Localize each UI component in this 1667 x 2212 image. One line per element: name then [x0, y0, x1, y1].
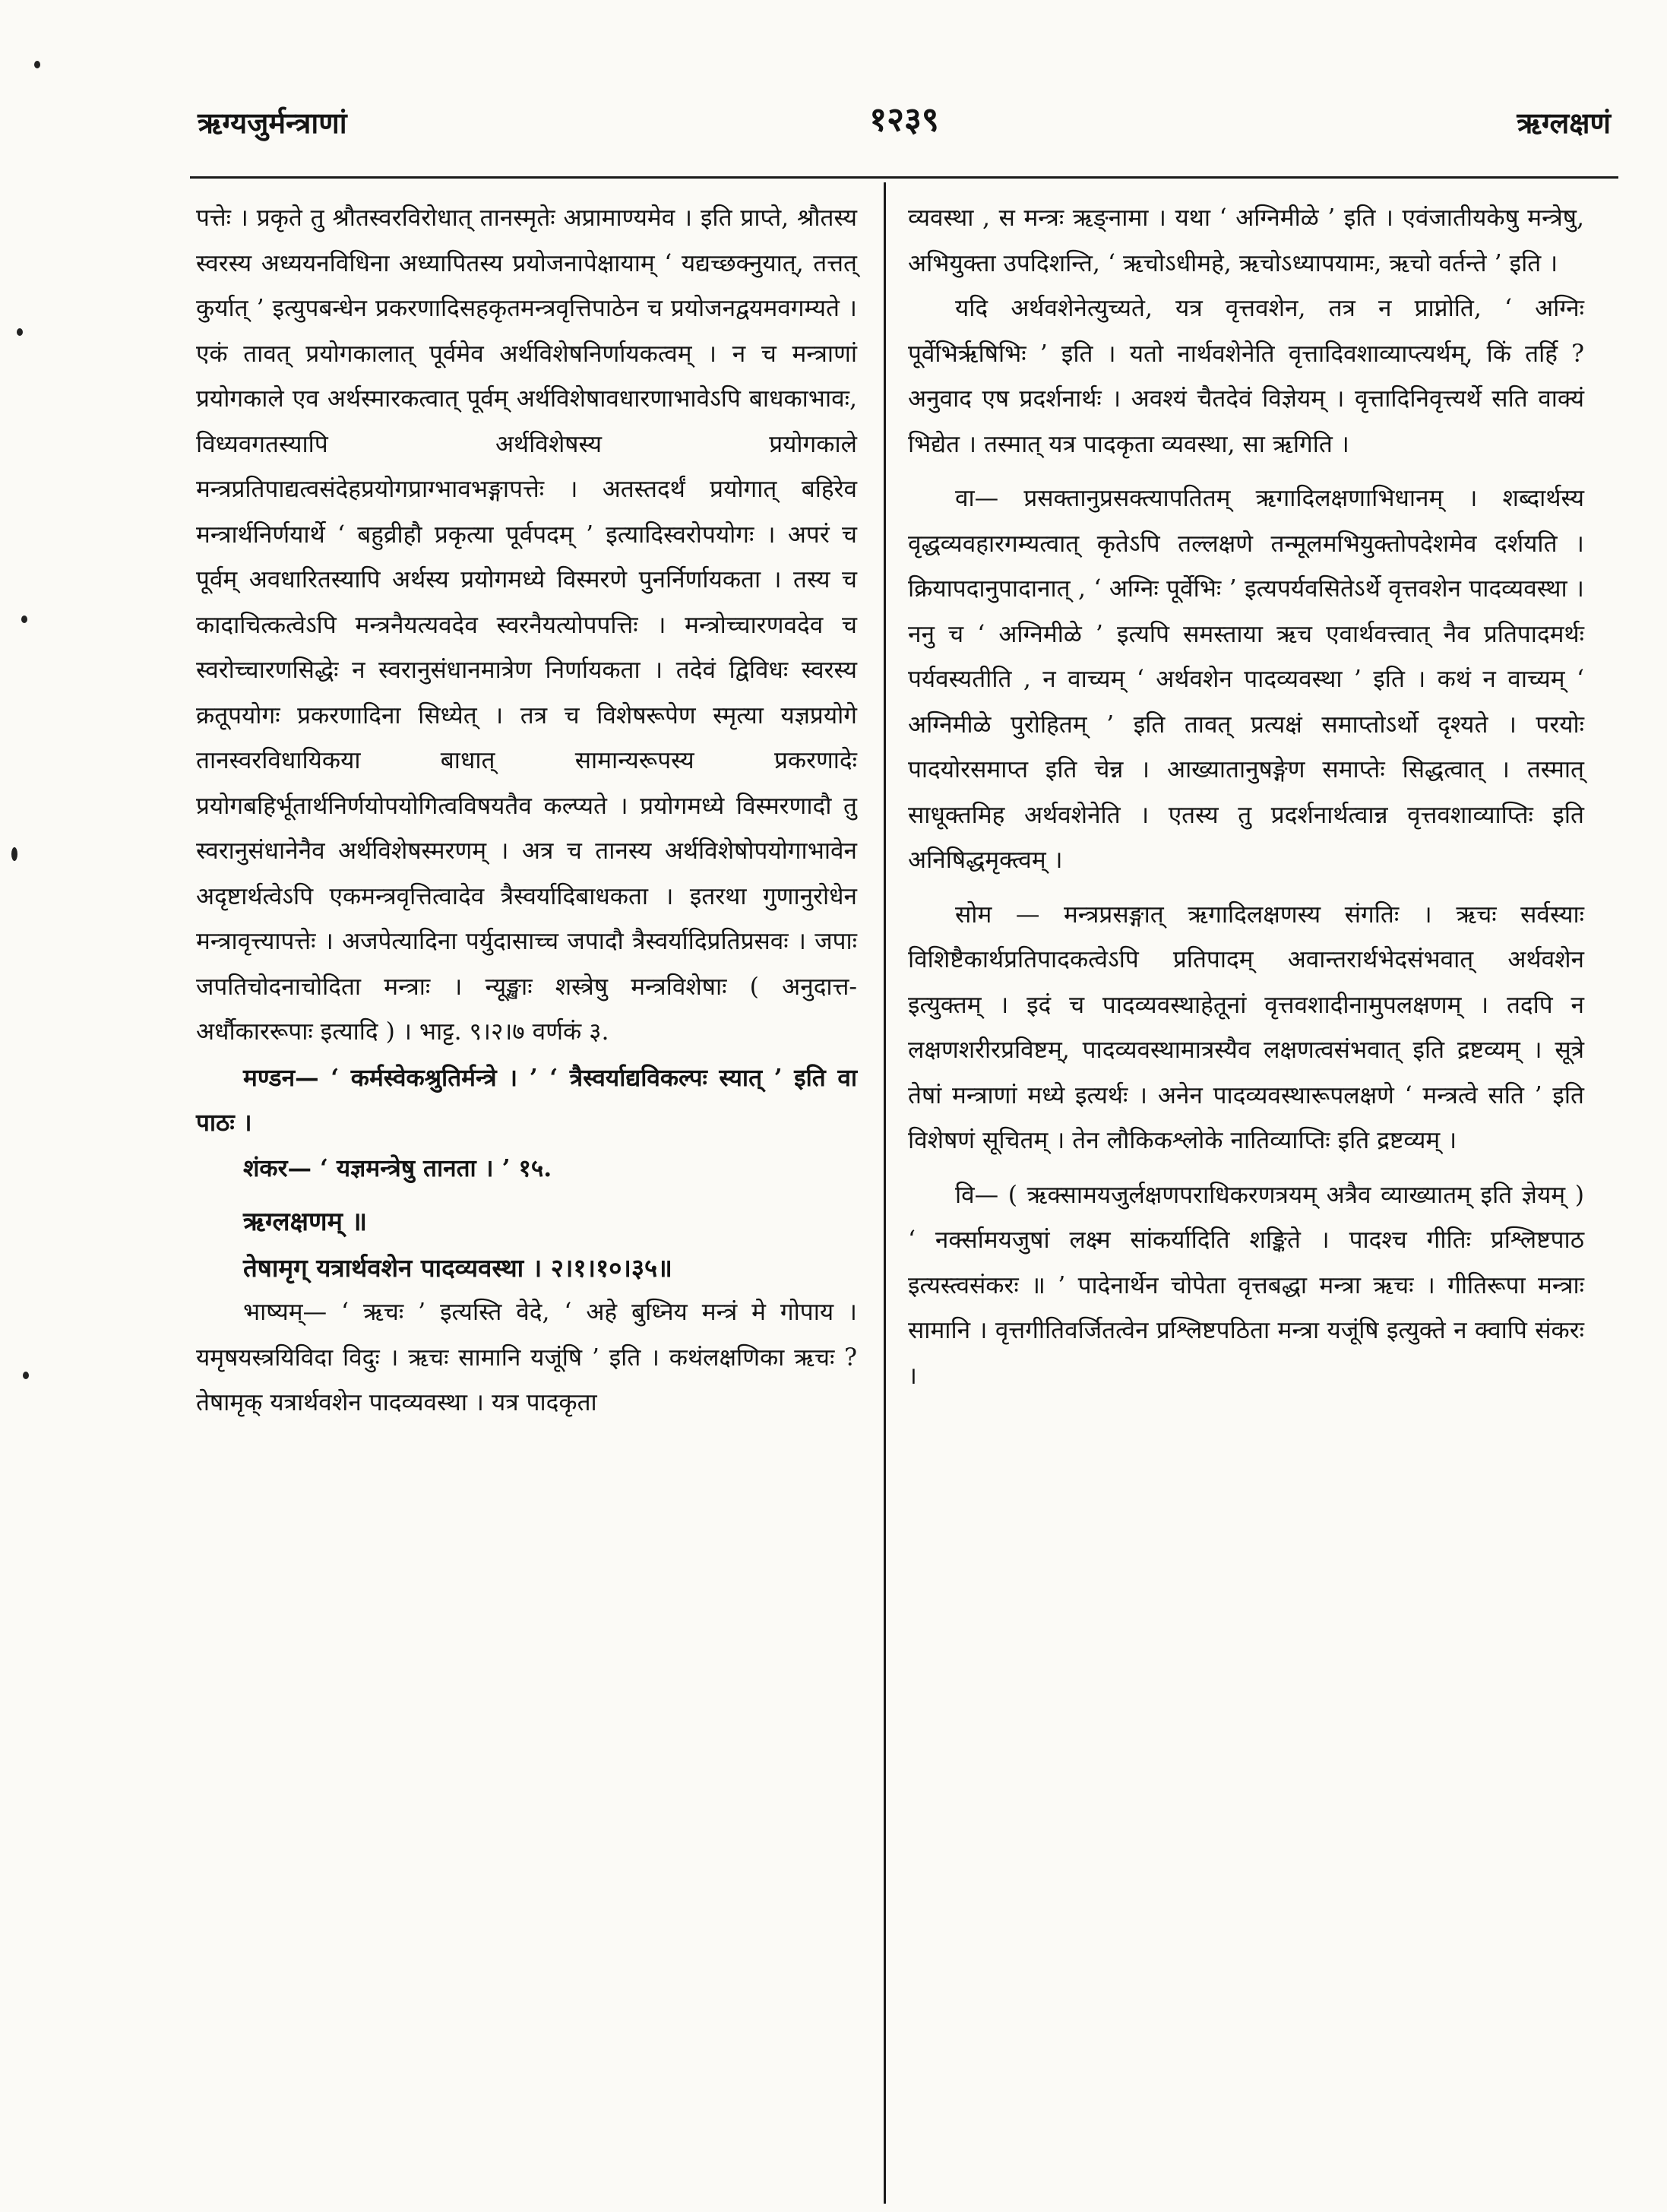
header-rule — [190, 176, 1618, 179]
commentary-paragraph: पत्तेः । प्रकृते तु श्रौतस्वरविरोधात् तानस्मृतेः अप्रामाण्यमेव । इति प्राप्ते, श्रौतस्य स्वरस्य अध्ययनविधिना अध्यापितस्य प्रयोजनापेक्षायाम् ‘ यद्यच्छक्नुयात्, तत्तत् कुर्यात् ’ इत्युपबन्धेन प्रकरणादिसहकृतमन्त्रवृत्तिपाठेन च प्रयोजनद्वयमवगम्यते । एकं तावत् प्रयोगकालात् पूर्वमेव अर्थविशेषनिर्णायकत्वम् । न च मन्त्राणां प्रयोगकाले एव अर्थस्मारकत्वात् पूर्वम् अर्थविशेषावधारणाभावेऽपि बाधकाभावः, विध्यवगतस्यापि अर्थविशेषस्य प्रयोगकाले मन्त्रप्रतिपाद्यत्वसंदेहप्रयोगप्राग्भावभङ्गापत्तेः । अतस्तदर्थं प्रयोगात् बहिरेव मन्त्रार्थनिर्णयार्थे ‘ बहुव्रीहौ प्रकृत्या पूर्वपदम् ’ इत्यादिस्वरोपयोगः । अपरं च पूर्वम् अवधारितस्यापि अर्थस्य प्रयोगमध्ये विस्मरणे पुनर्निर्णायकता । तस्य च कादाचित्कत्वेऽपि मन्त्रनैयत्यवदेव स्वरनैयत्योपपत्तिः । मन्त्रोच्चारणवदेव च स्वरोच्चारणसिद्धेः न स्वरानुसंधानमात्रेण निर्णायकता । तदेवं द्विविधः स्वरस्य क्रतूपयोगः प्रकरणादिना सिध्येत् । तत्र च विशेषरूपेण स्मृत्या यज्ञप्रयोगे तानस्वरविधायिकया बाधात् सामान्यरूपस्य प्रकरणादेः प्रयोगबहिर्भूतार्थनिर्णयोपयोगित्वविषयतैव कल्प्यते । प्रयोगमध्ये विस्मरणादौ तु स्वरानुसंधानेनैव अर्थविशेषस्मरणम् । अत्र च तानस्य अर्थविशेषोपयोगाभावेन अदृष्टार्थत्वेऽपि एकमन्त्रवृत्तित्वादेव त्रैस्वर्यादिबाधकता । इतरथा गुणानुरोधेन मन्त्रावृत्त्यापत्तेः । अजपेत्यादिना पर्युदासाच्च जपादौ त्रैस्वर्यादिप्रतिप्रसवः । जपाः जपतिचोदनाचोदिता मन्त्राः । न्यूङ्खाः शस्त्रेषु मन्त्रविशेषाः ( अनुदात्त-अर्धौकाररूपाः इत्यादि ) । भाट्ट. ९।२।७ वर्णकं ३. — [196, 204, 857, 1046]
mandana-note: मण्डन— ‘ कर्मस्वेकश्रुतिर्मन्त्रे । ’ ‘ त्रैस्वर्याद्यविकल्पः स्यात् ’ इति वा पाठः । — [196, 1063, 857, 1137]
margin-mark — [34, 61, 40, 68]
left-column — [196, 196, 857, 1426]
margin-mark — [23, 1372, 29, 1379]
shankara-note: शंकर— ‘ यज्ञमन्त्रेषु तानता । ’ १५. — [243, 1153, 552, 1182]
section-heading: ऋग्लक्षणम् ॥ — [243, 1207, 368, 1237]
va-commentary: वा— प्रसक्तानुप्रसक्त्यापतितम् ऋगादिलक्षणाभिधानम् । शब्दार्थस्य वृद्धव्यवहारगम्यत्वात् कृतेऽपि तल्लक्षणे तन्मूलमभियुक्तोपदेशमेव दर्शयति । क्रियापदानुपादानात् , ‘ अग्निः पूर्वेभिः ’ इत्यपर्यवसितेऽर्थे वृत्तवशेन पादव्यवस्था । ननु च ‘ अग्निमीळे ’ इत्यपि समस्ताया ऋच एवार्थवत्त्वात् नैव प्रतिपादमर्थः पर्यवस्यतीति , न वाच्यम् ‘ अर्थवशेन पादव्यवस्था ’ इति । कथं न वाच्यम् ‘ अग्निमीळे पुरोहितम् ’ इति तावत् प्रत्यक्षं समाप्तोऽर्थो दृश्यते । परयोः पादयोरसमाप्त इति चेन्न । आख्यातानुषङ्गेण समाप्तेः सिद्धत्वात् । तस्मात् साधूक्तमिह अर्थवशेनेति । एतस्य तु प्रदर्शनार्थत्वान्न वृत्तवशाव्याप्तिः इति अनिषिद्धमृक्त्वम् । — [908, 485, 1584, 874]
right-column — [908, 196, 1584, 1399]
column-divider — [884, 182, 886, 2204]
bhashya-paragraph: भाष्यम्— ‘ ऋचः ’ इत्यस्ति वेदे, ‘ अहे बुध्निय मन्त्रं मे गोपाय । यमृषयस्त्रयिविदा विदुः । ऋचः सामानि यजूंषि ’ इति । कथंलक्षणिका ऋचः ? तेषामृक् यत्रार्थवशेन पादव्यवस्था । यत्र पादकृता — [196, 1299, 857, 1416]
bhashya-continuation: व्यवस्था , स मन्त्रः ऋङ्नामा । यथा ‘ अग्निमीळे ’ इति । एवंजातीयकेषु मन्त्रेषु, अभियुक्ता उपदिशन्ति, ‘ ऋचोऽधीमहे, ऋचोऽध्यापयामः, ऋचो वर्तन्ते ’ इति । — [908, 204, 1584, 277]
bhashya-paragraph: यदि अर्थवशेनेत्युच्यते, यत्र वृत्तवशेन, तत्र न प्राप्नोति, ‘ अग्निः पूर्वेभिर्ऋषिभिः ’ इति । यतो नार्थवशेनेति वृत्तादिवशाव्याप्त्यर्थम्, किं तर्हि ? अनुवाद एष प्रदर्शनार्थः । अवश्यं चैतदेवं विज्ञेयम् । वृत्तादिनिवृत्त्यर्थे सति वाक्यं भिद्येत । तस्मात् यत्र पादकृता व्यवस्था, सा ऋगिति । — [908, 295, 1584, 458]
margin-mark — [11, 847, 17, 861]
page-header — [190, 95, 1618, 163]
running-head-right: ऋग्लक्षणं — [1517, 106, 1611, 140]
margin-mark — [17, 328, 23, 336]
vi-commentary: वि— ( ऋक्सामयजुर्लक्षणपराधिकरणत्रयम् अत्रैव व्याख्यातम् इति ज्ञेयम् ) ‘ नर्क्सामयजुषां लक्ष्म सांकर्यादिति शङ्किते । पादश्च गीतिः प्रश्लिष्टपाठ इत्यस्त्वसंकरः ॥ ’ पादेनार्थेन चोपेता वृत्तबद्धा मन्त्रा ऋचः । गीतिरूपा मन्त्राः सामानि । वृत्तगीतिवर्जितत्वेन प्रश्लिष्टपठिता मन्त्रा यजूंषि इत्युक्ते न क्वापि संकरः । — [908, 1181, 1584, 1390]
soma-commentary: सोम — मन्त्रप्रसङ्गात् ऋगादिलक्षणस्य संगतिः । ऋचः सर्वस्याः विशिष्टैकार्थप्रतिपादकत्वेऽपि प्रतिपादम् अवान्तरार्थभेदसंभवात् अर्थवशेन इत्युक्तम् । इदं च पादव्यवस्थाहेतूनां वृत्तवशादीनामुपलक्षणम् । तदपि न लक्षणशरीरप्रविष्टम्, पादव्यवस्थामात्रस्यैव लक्षणत्वसंभवात् इति द्रष्टव्यम् । सूत्रे तेषां मन्त्राणां मध्ये इत्यर्थः । अनेन पादव्यवस्थारूपलक्षणे ‘ मन्त्रत्वे सति ’ इति विशेषणं सूचितम् । तेन लौकिकश्लोके नातिव्याप्तिः इति द्रष्टव्यम् । — [908, 900, 1584, 1154]
page-number: १२३९ — [869, 100, 939, 139]
margin-mark — [21, 615, 27, 623]
sutra-text: तेषामृग् यत्रार्थवशेन पादव्यवस्था । २।१।१०।३५॥ — [243, 1252, 672, 1283]
running-head-left: ऋग्यजुर्मन्त्राणां — [198, 106, 347, 140]
